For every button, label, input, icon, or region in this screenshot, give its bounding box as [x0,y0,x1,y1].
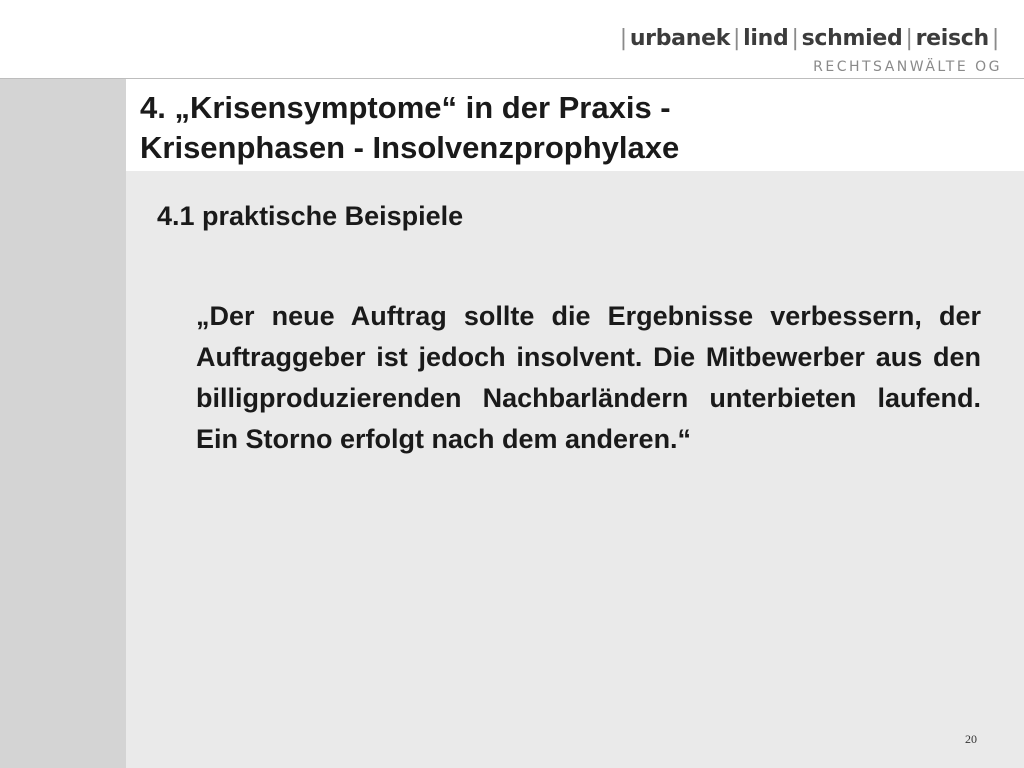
firm-logo [617,26,1002,75]
logo-names [617,26,1002,51]
content-panel [126,171,1024,768]
logo-separator: | [733,26,741,51]
logo-separator: | [791,26,799,51]
logo-separator: | [905,26,913,51]
logo-subtitle: RECHTSANWÄLTE OG [813,59,1002,75]
logo-name-lind: lind [743,26,789,51]
page-number: 20 [965,732,977,746]
logo-separator: | [619,26,627,51]
header-divider [0,78,1024,79]
section-subtitle: 4.1 praktische Beispiele [157,201,464,231]
logo-name-reisch: reisch [915,26,989,51]
example-quote: „Der neue Auftrag sollte die Ergebnisse verbessern, der Auftraggeber ist jedoch insolvent. Die Mitbewerber aus den billigproduzierenden Nachbarländern unterbieten laufend. Ein Storno erfolgt nach dem anderen.“ [196,301,981,454]
logo-name-urbanek: urbanek [629,26,731,51]
logo-name-schmied: schmied [801,26,903,51]
logo-separator: | [991,26,999,51]
left-decorative-band [0,78,126,768]
slide-title: 4. „Krisensymptome“ in der Praxis - Krisenphasen - Insolvenzprophylaxe [140,90,680,165]
